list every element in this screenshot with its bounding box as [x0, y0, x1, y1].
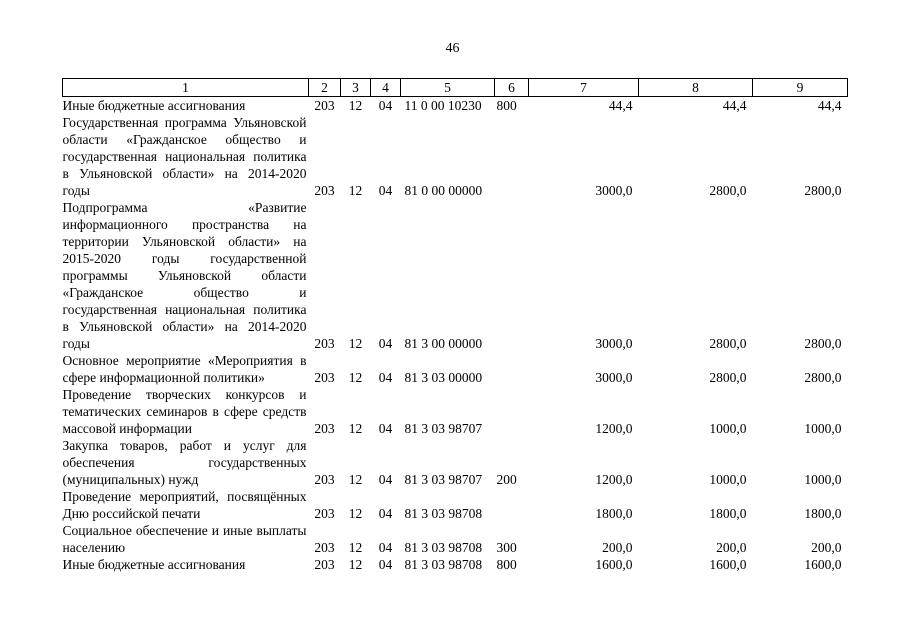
column-header: 3 [341, 79, 371, 97]
cell-code-2: 203 [314, 421, 335, 436]
table-row [63, 97, 848, 115]
cell-code-4: 04 [378, 557, 393, 572]
cell-code-2: 203 [314, 472, 335, 487]
cell-code-6 [495, 352, 529, 386]
cell-value-7: 3000,0 [595, 183, 633, 198]
row-name: Проведение творческих конкурсов и тематических семинаров в сфере средств массовой информации [62, 387, 307, 436]
table-row [63, 437, 848, 488]
table-row [63, 556, 848, 573]
cell-code-5: 81 3 03 98708 [404, 506, 483, 521]
table-row [63, 522, 848, 556]
cell-value-8: 2800,0 [709, 336, 747, 351]
cell-value-7: 200,0 [602, 540, 633, 555]
cell-code-6: 800 [496, 98, 517, 113]
cell-code-2: 203 [314, 183, 335, 198]
row-name: Закупка товаров, работ и услуг для обеспечения государственных (муниципальных) нужд [62, 438, 307, 487]
cell-value-8: 44,4 [722, 98, 747, 113]
cell-value-7: 1600,0 [595, 557, 633, 572]
cell-value-8: 1600,0 [709, 557, 747, 572]
cell-code-2: 203 [314, 98, 335, 113]
cell-code-2: 203 [314, 370, 335, 385]
column-header: 2 [309, 79, 341, 97]
header-row [63, 79, 848, 97]
cell-value-9: 2800,0 [804, 370, 842, 385]
cell-code-6 [495, 199, 529, 352]
cell-value-8: 1800,0 [709, 506, 747, 521]
cell-code-2: 203 [314, 506, 335, 521]
cell-code-4: 04 [378, 472, 393, 487]
table-row [63, 352, 848, 386]
row-name: Социальное обеспечение и иные выплаты населению [62, 523, 307, 555]
cell-code-4: 04 [378, 336, 393, 351]
cell-code-3: 12 [348, 421, 363, 436]
cell-value-8: 1000,0 [709, 472, 747, 487]
cell-code-6 [495, 386, 529, 437]
cell-code-5: 81 3 03 98707 [404, 472, 483, 487]
cell-value-9: 44,4 [817, 98, 842, 113]
cell-code-4: 04 [378, 506, 393, 521]
cell-code-3: 12 [348, 336, 363, 351]
cell-code-3: 12 [348, 472, 363, 487]
cell-value-7: 1800,0 [595, 506, 633, 521]
column-header: 4 [371, 79, 401, 97]
cell-code-6: 200 [496, 472, 517, 487]
column-header: 5 [401, 79, 495, 97]
row-name: Проведение мероприятий, посвящённых Дню российской печати [62, 489, 307, 521]
cell-value-8: 2800,0 [709, 370, 747, 385]
cell-value-7: 3000,0 [595, 336, 633, 351]
cell-code-5: 81 0 00 00000 [404, 183, 483, 198]
cell-code-2: 203 [314, 540, 335, 555]
row-name: Государственная программа Ульяновской области «Гражданское общество и государственная национальная политика в Ульяновской области» на 2014-2020 годы [62, 115, 307, 198]
row-name: Иные бюджетные ассигнования [62, 557, 246, 572]
cell-code-4: 04 [378, 370, 393, 385]
column-header: 9 [753, 79, 848, 97]
table-row [63, 488, 848, 522]
cell-code-4: 04 [378, 98, 393, 113]
cell-code-6 [495, 488, 529, 522]
cell-code-5: 81 3 03 00000 [404, 370, 483, 385]
cell-code-3: 12 [348, 506, 363, 521]
cell-code-3: 12 [348, 557, 363, 572]
column-header: 8 [639, 79, 753, 97]
cell-code-2: 203 [314, 557, 335, 572]
cell-code-5: 11 0 00 10230 [404, 98, 482, 113]
row-name: Иные бюджетные ассигнования [62, 98, 246, 113]
cell-value-8: 200,0 [716, 540, 747, 555]
cell-code-5: 81 3 03 98708 [404, 557, 483, 572]
column-header: 6 [495, 79, 529, 97]
table-row [63, 199, 848, 352]
budget-table [62, 78, 848, 573]
cell-code-3: 12 [348, 183, 363, 198]
cell-code-6: 300 [496, 540, 517, 555]
cell-code-3: 12 [348, 540, 363, 555]
cell-value-8: 2800,0 [709, 183, 747, 198]
cell-code-4: 04 [378, 540, 393, 555]
cell-value-9: 1600,0 [804, 557, 842, 572]
table-row [63, 114, 848, 199]
column-header: 7 [529, 79, 639, 97]
cell-value-9: 2800,0 [804, 336, 842, 351]
cell-value-9: 1000,0 [804, 421, 842, 436]
cell-code-2: 203 [314, 336, 335, 351]
cell-code-5: 81 3 03 98707 [404, 421, 483, 436]
table-row [63, 386, 848, 437]
cell-code-6 [495, 114, 529, 199]
cell-value-9: 2800,0 [804, 183, 842, 198]
cell-code-4: 04 [378, 183, 393, 198]
row-name: Подпрограмма «Развитие информационного пространства на территории Ульяновской области» на 2015-2020 годы государственной программы Ульяновской области «Гражданское общество и государственная национальная политика в Ульяновской области» на 2014-2020 годы [62, 200, 307, 351]
cell-value-9: 200,0 [811, 540, 842, 555]
cell-value-8: 1000,0 [709, 421, 747, 436]
cell-value-7: 1200,0 [595, 421, 633, 436]
cell-value-7: 1200,0 [595, 472, 633, 487]
cell-code-5: 81 3 00 00000 [404, 336, 483, 351]
cell-code-3: 12 [348, 370, 363, 385]
cell-code-5: 81 3 03 98708 [404, 540, 483, 555]
page-number: 46 [445, 41, 460, 56]
cell-value-9: 1800,0 [804, 506, 842, 521]
cell-value-7: 44,4 [608, 98, 633, 113]
row-name: Основное мероприятие «Мероприятия в сфере информационной политики» [62, 353, 307, 385]
column-header: 1 [63, 79, 309, 97]
cell-code-6: 800 [496, 557, 517, 572]
cell-code-4: 04 [378, 421, 393, 436]
cell-value-7: 3000,0 [595, 370, 633, 385]
cell-code-3: 12 [348, 98, 363, 113]
cell-value-9: 1000,0 [804, 472, 842, 487]
